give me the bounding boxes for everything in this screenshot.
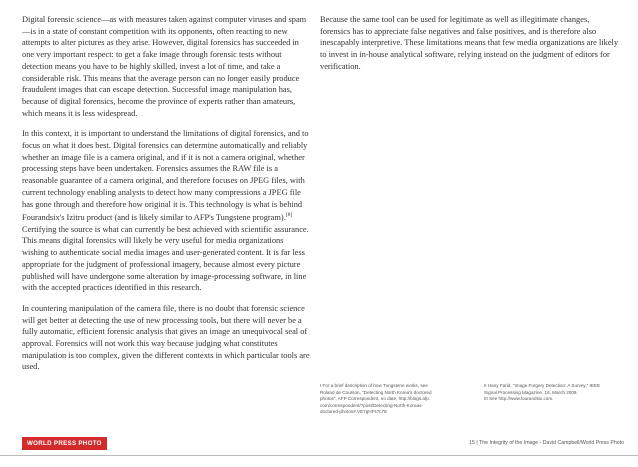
footnotes-left: [320, 383, 460, 416]
footnote-line: Roland de Courson, "Detecting North Korea's doctored: [320, 389, 432, 395]
paragraph-context-text: In this context, it is important to understand the limitations of digital forensics, and to focus on what it does best. Digital forensics can determine automatically and reliably whether an image file is a camera original, and if it is not a camera original, whether processing steps have been undertaken. Forensics assumes the RAW file is a reasonable guarantee of a camera original, and therefore focuses on JPEG files, with current technology enabling analysts to detect how many compressions a JPEG file has gone through and therefore how original it is. This technology is what is behind Fourandsix's Izitru product (and is likely similar to AFP's Tungstene program).: [22, 129, 309, 223]
footnotes-right: [484, 383, 624, 403]
left-column: [22, 14, 312, 382]
right-column: [320, 14, 620, 82]
page-footer-text: 15 | The Integrity of the Image - David Campbell/World Press Photo: [469, 440, 624, 446]
paragraph-intro: Digital forensic science—as with measures taken against computer viruses and spam—is in a state of constant competition with its opponents, often reacting to new attempts to alter pictures as they arise. However, digital forensics has succeeded in one very important respect: to get a fake image through forensic tests without detection means you have to be highly skilled, invest a lot of time, and take a considerable risk. This means that the average person can no longer easily produce fraudulent images that can escape detection. Successful image manipulation has, because of digital forensics, become the province of experts rather than amateurs, which means it is less widespread.: [22, 15, 307, 118]
footnote-line: com/correspondent/?post/Detecting-North-Koreas-: [320, 402, 423, 408]
world-press-photo-logo: WORLD PRESS PHOTO: [22, 437, 107, 450]
footnote-line: II Hany Farid, "Image Forgery Detection: A Survey," IEEE: [484, 383, 601, 388]
paragraph-countering: In countering manipulation of the camera file, there is no doubt that forensic science will get better at detecting the use of new processing tools, but there will never be a fully automatic, efficient forensic analysis that gives an image an unequivocal seal of approval. Forensics will not work this way because judging what constitutes manipulation is too complex, given the different contexts in which particular tools are used.: [22, 303, 310, 372]
footnote-line: doctored-photos#.VE7gHFs7c7E: [320, 409, 388, 415]
paragraph-context: [22, 128, 312, 294]
footnote-reference: [8]: [285, 212, 293, 219]
footer-divider: [0, 455, 638, 456]
footnote-line: I For a brief description of how Tungstene works, see: [320, 383, 428, 388]
paragraph-limitations: Because the same tool can be used for legitimate as well as illegitimate changes, forensics has to appreciate false negatives and false positives, and is therefore also inescapably interpretive. These limitations means that few media organizations are likely to invest in in-house analytical software, relying instead on the judgment of editors for verification.: [320, 15, 619, 71]
footnote-line: photos", AFP Correspondent, no date, http://blogs.afp.: [320, 396, 431, 402]
footnote-line: Signal Processing Magazine, 16, March 2009.: [484, 389, 578, 395]
footnote-line: III See http://www.fourandsix.com.: [484, 396, 554, 402]
paragraph-context-continued: Certifying the source is what can currently be best achieved with scientific assurance. This means digital forensics will likely be very useful for media organizations wishing to authenticate social media images and user-generated content. It is far less appropriate for the judgment of professional imagery, because almost every picture published will have undergone some alteration by image-processing software, in line with the accepted practices identified in this research.: [22, 224, 309, 293]
